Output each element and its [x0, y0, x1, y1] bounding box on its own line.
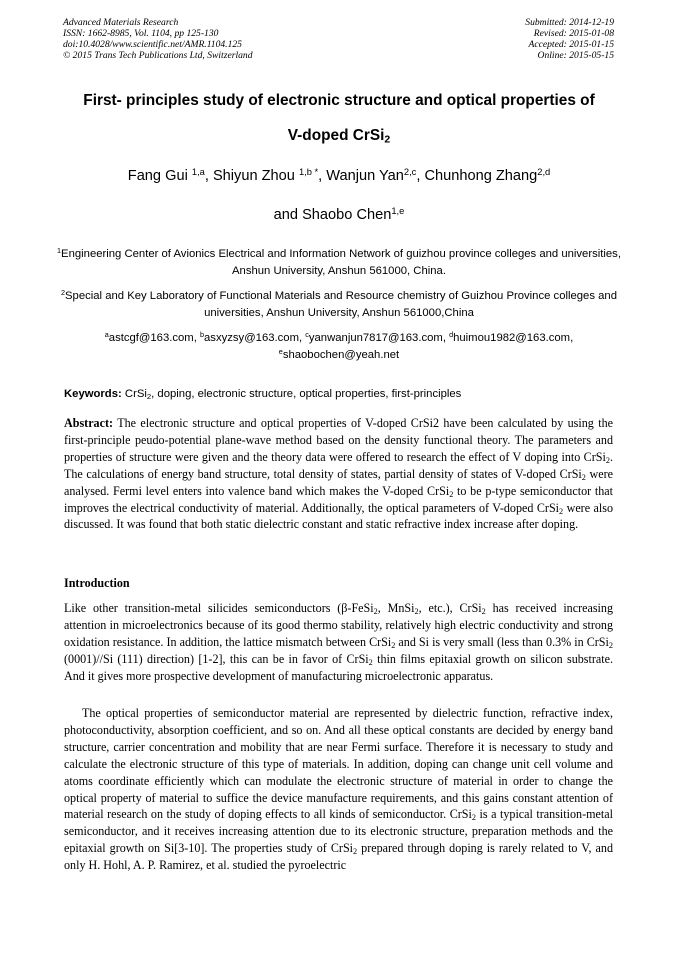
introduction-paragraph-2: [64, 705, 613, 874]
body-text: , MnSi: [377, 601, 415, 615]
abstract-text: . The calculations of energy band structure, total density of states, partial density of states of V-doped CrSi: [64, 449, 613, 481]
keyword-text: , doping, electronic structure, optical properties, first-principles: [151, 388, 462, 400]
body-text: thin films epitaxial growth on silicon substrate. And it gives more prospective development of manufacturing microelectronic apparatus.: [64, 651, 613, 683]
abstract-label: Abstract:: [64, 416, 114, 430]
journal-header-left: [63, 17, 253, 61]
title-text: V-doped CrSi: [287, 127, 385, 144]
subscript: 2: [353, 847, 358, 857]
email-link[interactable]: asxyzsy@163.com,: [204, 332, 306, 344]
author-affiliation-mark: 2,c: [403, 166, 417, 177]
keyword-subscript: 2: [146, 391, 152, 401]
affiliation-mark: 1: [57, 246, 62, 256]
affiliation-text: Engineering Center of Avionics Electrical and Information Network of guizhou province colleges and universities, Anshun University, Anshun 561000, China.: [61, 248, 621, 277]
author-name: , Shiyun Zhou: [204, 168, 299, 184]
email-link[interactable]: shaobochen@yeah.net: [282, 349, 400, 361]
section-heading-introduction: Introduction: [64, 576, 130, 590]
abstract: [64, 415, 613, 533]
subscript: 2: [481, 607, 486, 617]
abstract-text: were analysed. Fermi level enters into valence band which makes the V-doped CrSi: [64, 466, 613, 498]
subscript: 2: [581, 472, 586, 482]
email-mark: e: [278, 347, 283, 357]
affiliation-text: Special and Key Laboratory of Functional Materials and Resource chemistry of Guizhou Province colleges and universities, Anshun University, Anshun 561000,China: [65, 290, 617, 319]
author-affiliation-mark: 1,a: [191, 166, 205, 177]
doi-line: doi:10.4028/www.scientific.net/AMR.1104.125: [63, 39, 242, 50]
online-date: Online: 2015-05-15: [537, 50, 614, 61]
subscript: 2: [559, 506, 564, 516]
subscript: 2: [608, 640, 613, 650]
journal-name: Advanced Materials Research: [63, 17, 179, 28]
email-link[interactable]: huimou1982@163.com,: [453, 332, 574, 344]
body-text: and Si is very small (less than 0.3% in CrSi: [395, 634, 609, 649]
author-list-line-2: [30, 207, 648, 223]
copyright-line: © 2015 Trans Tech Publications Ltd, Switzerland: [63, 50, 253, 61]
abstract-text: to be p-type semiconductor that improves the electrical conductivity of material. Additionally, the optical parameters of V-doped CrSi: [64, 483, 614, 515]
author-name: and Shaobo Chen: [273, 207, 392, 223]
email-link[interactable]: astcgf@163.com,: [108, 332, 200, 344]
revised-date: Revised: 2015-01-08: [533, 28, 614, 39]
journal-header-right: [525, 17, 614, 61]
subscript: 2: [471, 813, 476, 823]
body-text: prepared through doping is rarely related to V, and only H. Hohl, A. P. Ramirez, et al. studied the pyroelectric: [64, 841, 613, 873]
subscript: 2: [391, 640, 396, 650]
body-text: has received increasing attention in microelectronics because of its good thermo stability, relatively high electric conductivity and strong oxidation resistance. In addition, the lattice mismatch between CrSi: [64, 601, 614, 649]
author-name: , Wanjun Yan: [318, 168, 404, 184]
introduction-paragraph-1: [64, 600, 613, 685]
email-mark: a: [104, 330, 109, 340]
author-name: Fang Gui: [127, 168, 192, 184]
body-text: is a typical transition-metal semiconductor, and it receives increasing attention due to its electronic structure, preparation methods and the epitaxial growth on Si[3-10]. The properties study of CrSi: [64, 807, 613, 856]
issn-line: ISSN: 1662-8985, Vol. 1104, pp 125-130: [63, 28, 219, 39]
keyword-text: CrSi: [121, 388, 147, 400]
affiliation-1: [50, 246, 628, 280]
author-affiliation-mark: 1,e: [391, 205, 405, 216]
author-affiliation-mark: 1,b *: [298, 166, 319, 177]
paper-title-line-1: First- principles study of electronic structure and optical properties of: [83, 92, 595, 109]
email-link[interactable]: yanwanjun7817@163.com,: [308, 332, 450, 344]
body-text: , etc.), CrSi: [418, 601, 482, 615]
subscript: 2: [368, 657, 373, 667]
author-affiliation-mark: 2,d: [537, 166, 551, 177]
submitted-date: Submitted: 2014-12-19: [525, 17, 614, 28]
subscript: 2: [449, 489, 454, 499]
subscript: 2: [605, 455, 610, 465]
body-text: Like other transition-metal silicides semiconductors (β-FeSi: [64, 601, 374, 615]
keywords-label: Keywords:: [64, 388, 122, 400]
affiliation-2: [50, 288, 628, 322]
accepted-date: Accepted: 2015-01-15: [528, 39, 614, 50]
keywords: [64, 388, 624, 400]
email-list: [50, 330, 628, 364]
subscript: 2: [373, 607, 378, 617]
abstract-text: The electronic structure and optical properties of V-doped CrSi2 have been calculated by using the first-principle peudo-potential plane-wave method based on the density functional theory. The parameters and properties of structure were given and the theory data were offered to research the effect of V doping into CrSi: [64, 416, 613, 464]
paper-title-line-2: [40, 127, 638, 145]
author-name: , Chunhong Zhang: [416, 168, 538, 184]
author-list: [30, 168, 648, 184]
email-mark: d: [449, 330, 454, 340]
email-mark: c: [305, 330, 309, 340]
body-text: The optical properties of semiconductor material are represented by dielectric function, refractive index, photoconductivity, absorption coefficient, and so on. And all these optical constants are decided by energy band structure, carrier concentration and mobility that are near Fermi surface. Therefore it is necessary to study and calculate the electronic structure of this type of materials. In addition, doping can change unit cell volume and atoms coordinate efficiently which can modulate the electronic structure of material in order to change the optical property of material to suffice the device manufacture requirements, and this gains constant attention of material research on the study of doping effects to all kinds of semiconductor. CrSi: [64, 706, 613, 822]
abstract-text: were also discussed. It was found that both static dielectric constant and static refractive index increase after doping.: [64, 500, 613, 532]
subscript: 2: [414, 607, 419, 617]
body-text: (0001)//Si (111) direction) [1-2], this can be in favor of CrSi: [64, 651, 369, 666]
title-subscript: 2: [384, 134, 391, 146]
affiliation-mark: 2: [61, 288, 66, 298]
email-mark: b: [200, 330, 205, 340]
